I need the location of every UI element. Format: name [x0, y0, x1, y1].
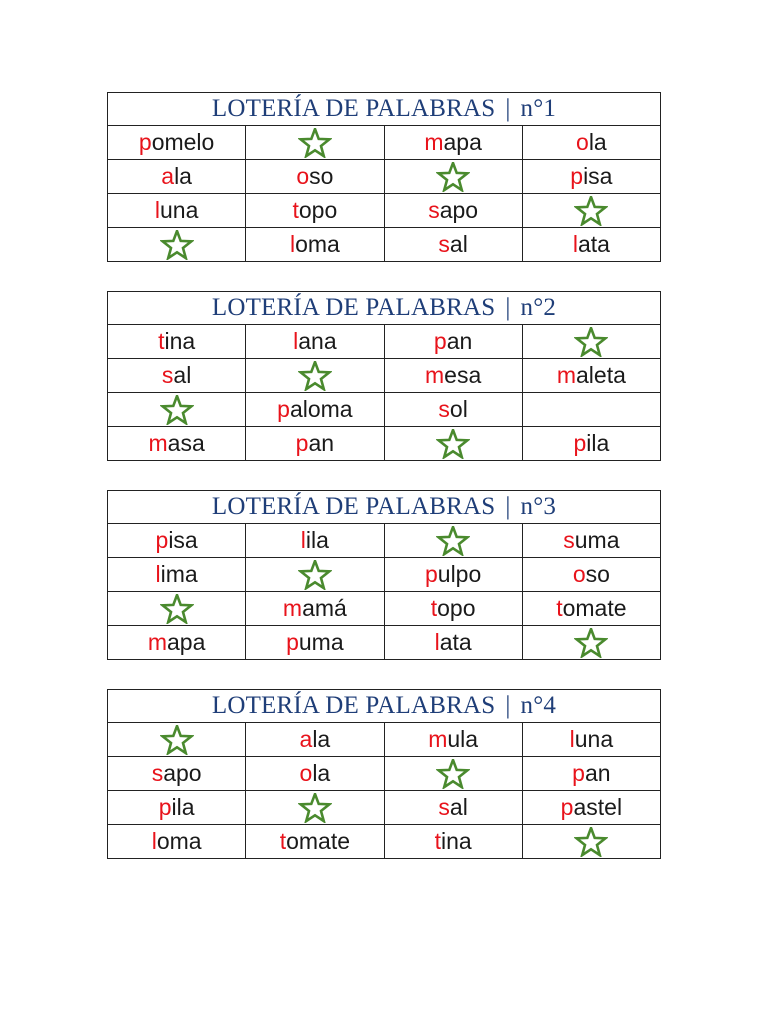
word: [563, 527, 619, 553]
card-cell: [108, 524, 246, 558]
word: [292, 197, 337, 223]
card-cell: [384, 791, 522, 825]
card-cell: [522, 194, 660, 228]
word-initial-letter: p: [295, 430, 309, 456]
word: [286, 629, 344, 655]
card-cell: [108, 626, 246, 660]
star-outline-icon: [298, 128, 332, 158]
card-cell: [246, 194, 384, 228]
card-row: [108, 194, 661, 228]
word-rest: amá: [302, 595, 347, 621]
star-outline-icon: [436, 162, 470, 192]
card-cell: [522, 160, 660, 194]
word: [428, 197, 478, 223]
card-title-text: LOTERÍA DE PALABRAS: [211, 95, 496, 122]
card-row: [108, 126, 661, 160]
word-initial-letter: s: [563, 527, 575, 553]
word: [434, 328, 472, 354]
word-initial-letter: l: [293, 328, 299, 354]
card-cell: [108, 126, 246, 160]
word-rest: ulpo: [437, 561, 482, 587]
word-rest: astel: [573, 794, 623, 820]
word: [296, 163, 333, 189]
card-number: n°1: [520, 95, 557, 122]
title-separator: |: [505, 95, 511, 122]
word-initial-letter: l: [569, 726, 575, 752]
word-initial-letter: p: [573, 430, 587, 456]
card-cell: [522, 126, 660, 160]
word: [277, 396, 352, 422]
card-title-text: LOTERÍA DE PALABRAS: [211, 692, 496, 719]
word-initial-letter: s: [438, 396, 450, 422]
word: [424, 129, 482, 155]
card-row: [108, 592, 661, 626]
card-row: [108, 160, 661, 194]
title-separator: |: [505, 493, 511, 520]
word: [573, 231, 610, 257]
word: [435, 828, 472, 854]
word-initial-letter: p: [572, 760, 585, 786]
star-outline-icon: [160, 230, 194, 260]
word-rest: an: [308, 430, 335, 456]
word: [301, 527, 329, 553]
card-cell: [384, 393, 522, 427]
card-cell: [384, 558, 522, 592]
card-cell: [384, 626, 522, 660]
star-outline-icon: [574, 196, 608, 226]
word-rest: una: [574, 726, 614, 752]
card-cell: [108, 592, 246, 626]
star-outline-icon: [574, 327, 608, 357]
word: [155, 197, 199, 223]
word-rest: al: [173, 362, 192, 388]
card-number: n°2: [520, 294, 557, 321]
card-cell: [522, 757, 660, 791]
card-cell: [522, 723, 660, 757]
word: [161, 163, 192, 189]
card-cell: [384, 194, 522, 228]
title-separator: |: [505, 294, 511, 321]
word-initial-letter: o: [576, 129, 589, 155]
card-cell: [384, 228, 522, 262]
word-rest: omelo: [151, 129, 215, 155]
word-initial-letter: s: [161, 362, 174, 388]
word: [156, 561, 198, 587]
card-row: [108, 558, 661, 592]
word-initial-letter: p: [277, 396, 290, 422]
word-rest: ima: [160, 561, 198, 587]
card-cell: [246, 825, 384, 859]
word-rest: apa: [167, 629, 206, 655]
word-initial-letter: p: [570, 163, 584, 189]
word-initial-letter: l: [300, 527, 306, 553]
card-title-text: LOTERÍA DE PALABRAS: [211, 294, 496, 321]
card-cell: [384, 325, 522, 359]
word-initial-letter: a: [161, 163, 175, 189]
word-initial-letter: p: [560, 794, 574, 820]
card-cell: [522, 558, 660, 592]
word: [139, 129, 214, 155]
card-title-text: LOTERÍA DE PALABRAS: [211, 493, 496, 520]
card-title: [108, 690, 661, 723]
card-row: [108, 325, 661, 359]
word: [148, 430, 204, 456]
card-title: [108, 292, 661, 325]
card-cell: [522, 791, 660, 825]
star-outline-icon: [436, 526, 470, 556]
word-initial-letter: p: [286, 629, 299, 655]
word-initial-letter: l: [154, 197, 160, 223]
word-initial-letter: t: [279, 828, 287, 854]
card-row: [108, 359, 661, 393]
word-initial-letter: p: [158, 794, 172, 820]
word-rest: uma: [574, 527, 620, 553]
word-rest: ila: [171, 794, 195, 820]
word-rest: ina: [440, 828, 472, 854]
card-cell: [522, 393, 660, 427]
card-cell: [384, 160, 522, 194]
word: [283, 595, 347, 621]
card-cell: [246, 791, 384, 825]
card-cell: [246, 160, 384, 194]
word: [296, 430, 334, 456]
word-rest: ol: [449, 396, 468, 422]
word-rest: ata: [439, 629, 472, 655]
card-cell: [246, 723, 384, 757]
card-cell: [246, 325, 384, 359]
word: [435, 629, 472, 655]
word: [576, 129, 607, 155]
word-rest: ata: [577, 231, 610, 257]
word-rest: oma: [156, 828, 202, 854]
star-outline-icon: [160, 725, 194, 755]
card-cell: [246, 427, 384, 461]
card-row: [108, 723, 661, 757]
card-cell: [384, 524, 522, 558]
lottery-card-4: [107, 689, 661, 859]
word: [438, 396, 467, 422]
word-rest: ila: [586, 430, 610, 456]
lottery-card-1: [107, 92, 661, 262]
word-initial-letter: s: [438, 231, 450, 257]
word-rest: omate: [562, 595, 627, 621]
word: [572, 760, 610, 786]
card-cell: [246, 126, 384, 160]
word-initial-letter: m: [148, 430, 168, 456]
card-cell: [108, 160, 246, 194]
word: [162, 362, 191, 388]
word: [557, 362, 626, 388]
card-cell: [522, 626, 660, 660]
word-rest: apa: [443, 129, 482, 155]
card-row: [108, 791, 661, 825]
word: [438, 231, 467, 257]
word: [159, 794, 195, 820]
title-separator: |: [505, 692, 511, 719]
word-initial-letter: p: [155, 527, 169, 553]
word-rest: an: [584, 760, 611, 786]
word-rest: aleta: [576, 362, 626, 388]
word-initial-letter: o: [572, 561, 586, 587]
word-initial-letter: m: [424, 362, 445, 388]
card-cell: [108, 325, 246, 359]
card-row: [108, 228, 661, 262]
word-initial-letter: a: [299, 726, 313, 752]
card-title: [108, 93, 661, 126]
card-cell: [108, 791, 246, 825]
word-rest: ana: [298, 328, 337, 354]
star-outline-icon: [298, 793, 332, 823]
card-row: [108, 427, 661, 461]
star-outline-icon: [298, 560, 332, 590]
word-initial-letter: o: [296, 163, 310, 189]
word-rest: oma: [295, 231, 340, 257]
card-row: [108, 626, 661, 660]
lottery-card-2: [107, 291, 661, 461]
word-rest: al: [449, 231, 468, 257]
card-title: [108, 491, 661, 524]
word: [573, 561, 610, 587]
word-rest: uma: [298, 629, 344, 655]
word-rest: una: [160, 197, 199, 223]
card-cell: [384, 359, 522, 393]
card-cell: [384, 825, 522, 859]
card-cell: [522, 359, 660, 393]
word: [158, 328, 195, 354]
word-initial-letter: m: [424, 129, 444, 155]
card-row: [108, 393, 661, 427]
word: [431, 595, 476, 621]
word-rest: apo: [163, 760, 202, 786]
word: [152, 828, 202, 854]
word-rest: opo: [437, 595, 476, 621]
word-initial-letter: t: [430, 595, 438, 621]
word-initial-letter: t: [292, 197, 299, 223]
word: [438, 794, 467, 820]
card-cell: [108, 393, 246, 427]
card-cell: [522, 592, 660, 626]
card-cell: [246, 359, 384, 393]
word: [290, 231, 340, 257]
star-outline-icon: [574, 827, 608, 857]
word-rest: aloma: [289, 396, 353, 422]
word-initial-letter: m: [428, 726, 448, 752]
card-cell: [108, 723, 246, 757]
card-cell: [384, 427, 522, 461]
word-initial-letter: s: [151, 760, 164, 786]
word: [148, 629, 206, 655]
word-rest: la: [174, 163, 192, 189]
word-initial-letter: s: [428, 197, 440, 223]
card-number: n°3: [520, 493, 557, 520]
card-cell: [246, 228, 384, 262]
card-row: [108, 825, 661, 859]
word-initial-letter: p: [138, 129, 152, 155]
word-rest: apo: [439, 197, 479, 223]
star-outline-icon: [160, 594, 194, 624]
star-outline-icon: [436, 759, 470, 789]
word-initial-letter: l: [434, 629, 440, 655]
word-initial-letter: m: [282, 595, 303, 621]
word-initial-letter: p: [433, 328, 447, 354]
word: [570, 163, 612, 189]
word: [561, 794, 622, 820]
word-rest: isa: [583, 163, 613, 189]
word: [156, 527, 198, 553]
card-cell: [384, 723, 522, 757]
word: [425, 362, 481, 388]
word-rest: opo: [298, 197, 338, 223]
card-cell: [522, 325, 660, 359]
card-cell: [522, 825, 660, 859]
word-rest: ina: [164, 328, 196, 354]
word-initial-letter: l: [289, 231, 296, 257]
word-rest: al: [449, 794, 468, 820]
card-cell: [108, 228, 246, 262]
word-rest: omate: [286, 828, 351, 854]
card-row: [108, 524, 661, 558]
card-cell: [108, 359, 246, 393]
card-cell: [522, 524, 660, 558]
word-rest: la: [312, 760, 331, 786]
card-cell: [246, 393, 384, 427]
word-rest: la: [588, 129, 607, 155]
word: [293, 328, 337, 354]
word-rest: so: [309, 163, 334, 189]
word: [300, 760, 331, 786]
star-outline-icon: [436, 429, 470, 459]
word: [300, 726, 331, 752]
word-rest: so: [585, 561, 610, 587]
card-cell: [108, 194, 246, 228]
word: [425, 561, 481, 587]
card-cell: [522, 228, 660, 262]
word: [152, 760, 202, 786]
lottery-card-3: [107, 490, 661, 660]
word-initial-letter: m: [147, 629, 168, 655]
word-initial-letter: s: [438, 794, 450, 820]
card-cell: [246, 558, 384, 592]
word-rest: asa: [167, 430, 205, 456]
word: [556, 595, 626, 621]
word: [573, 430, 609, 456]
word-rest: la: [312, 726, 331, 752]
word-initial-letter: t: [158, 328, 165, 354]
card-cell: [108, 558, 246, 592]
card-cell: [108, 427, 246, 461]
word: [570, 726, 614, 752]
word-rest: ila: [305, 527, 329, 553]
card-cell: [108, 757, 246, 791]
card-cell: [246, 592, 384, 626]
word-initial-letter: l: [155, 561, 161, 587]
card-cell: [384, 126, 522, 160]
word-initial-letter: l: [151, 828, 157, 854]
card-cell: [246, 757, 384, 791]
card-cell: [108, 825, 246, 859]
card-row: [108, 757, 661, 791]
word-initial-letter: m: [556, 362, 577, 388]
card-cell: [246, 524, 384, 558]
word-initial-letter: t: [556, 595, 563, 621]
card-cell: [384, 757, 522, 791]
card-cell: [246, 626, 384, 660]
word-initial-letter: t: [434, 828, 441, 854]
star-outline-icon: [574, 628, 608, 658]
card-cell: [522, 427, 660, 461]
word: [428, 726, 478, 752]
word-rest: ula: [447, 726, 479, 752]
card-cell: [384, 592, 522, 626]
card-number: n°4: [520, 692, 557, 719]
word-initial-letter: o: [299, 760, 313, 786]
word-rest: esa: [444, 362, 482, 388]
star-outline-icon: [298, 361, 332, 391]
word: [280, 828, 350, 854]
word-initial-letter: p: [424, 561, 438, 587]
word-rest: isa: [168, 527, 198, 553]
word-rest: an: [446, 328, 473, 354]
star-outline-icon: [160, 395, 194, 425]
word-initial-letter: l: [572, 231, 578, 257]
